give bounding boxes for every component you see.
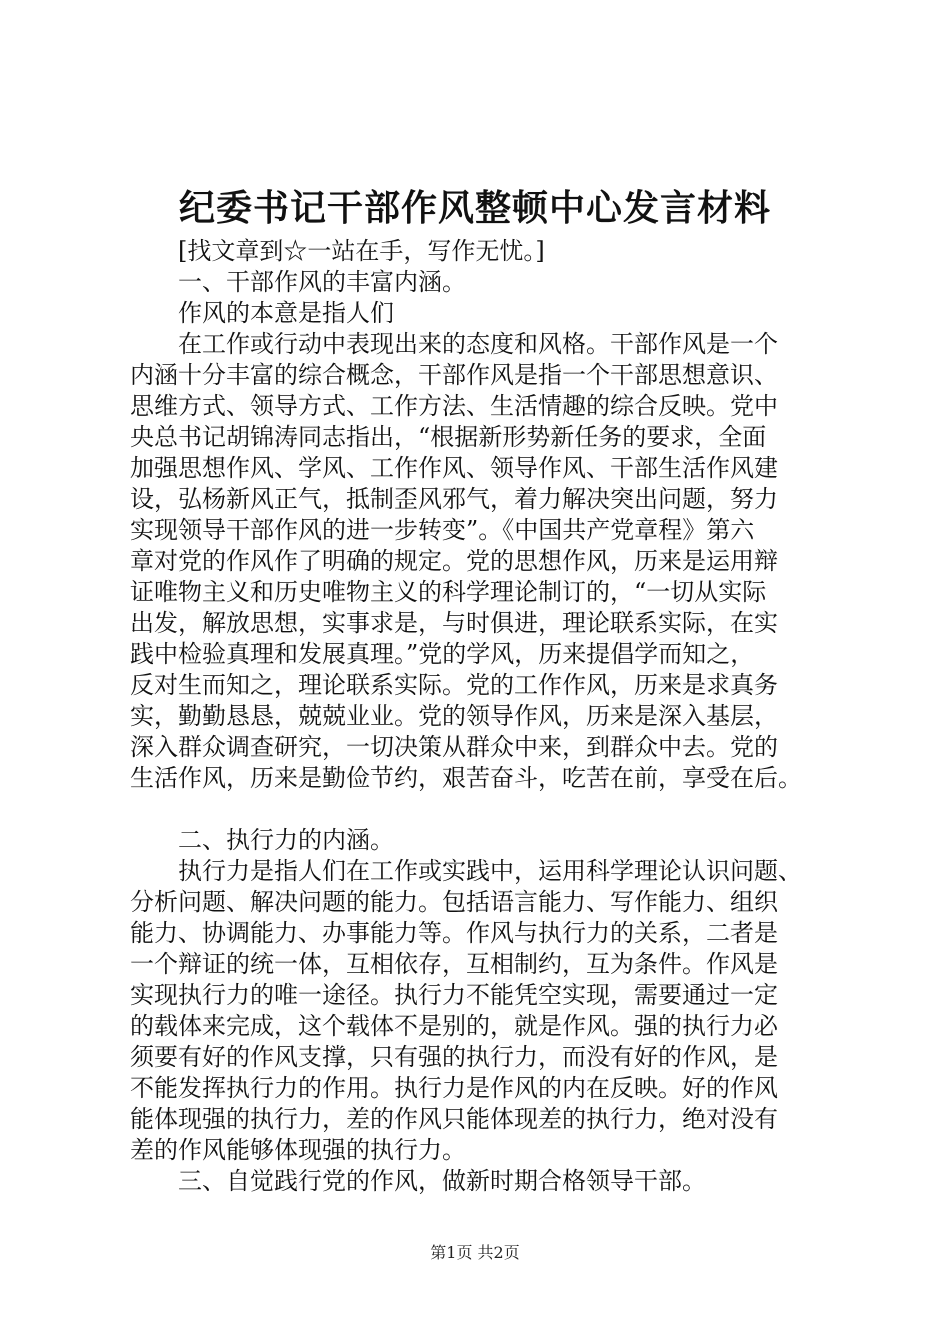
body-line: 加强思想作风、学风、工作作风、领导作风、干部生活作风建 xyxy=(130,454,778,482)
body-line: 央总书记胡锦涛同志指出，“根据新形势新任务的要求，全面 xyxy=(130,423,767,451)
section-heading-2: 二、执行力的内涵。 xyxy=(178,826,394,854)
body-line: 一个辩证的统一体，互相依存，互相制约，互为条件。作风是 xyxy=(130,950,778,978)
source-note-line: [找文章到☆一站在手，写作无忧。] xyxy=(178,237,545,265)
body-line: 分析问题、解决问题的能力。包括语言能力、写作能力、组织 xyxy=(130,888,778,916)
body-line: 践中检验真理和发展真理。”党的学风，历来提倡学而知之， xyxy=(130,640,755,668)
body-line: 差的作风能够体现强的执行力。 xyxy=(130,1136,466,1164)
section-heading-1: 一、干部作风的丰富内涵。 xyxy=(178,268,466,296)
body-line: 章对党的作风作了明确的规定。党的思想作风，历来是运用辩 xyxy=(130,547,778,575)
body-line: 的载体来完成，这个载体不是别的，就是作风。强的执行力必 xyxy=(130,1012,778,1040)
body-line: 不能发挥执行力的作用。执行力是作风的内在反映。好的作风 xyxy=(130,1074,778,1102)
body-line: 能力、协调能力、办事能力等。作风与执行力的关系，二者是 xyxy=(130,919,778,947)
body-line: 内涵十分丰富的综合概念，干部作风是指一个干部思想意识、 xyxy=(130,361,778,389)
body-line: 反对生而知之，理论联系实际。党的工作作风，历来是求真务 xyxy=(130,671,778,699)
body-line: 思维方式、领导方式、工作方法、生活情趣的综合反映。党中 xyxy=(130,392,778,420)
body-line: 深入群众调查研究，一切决策从群众中来，到群众中去。党的 xyxy=(130,733,778,761)
body-line: 生活作风，历来是勤俭节约，艰苦奋斗，吃苦在前，享受在后。 xyxy=(130,764,802,792)
body-line: 在工作或行动中表现出来的态度和风格。干部作风是一个 xyxy=(178,330,778,358)
body-line: 证唯物主义和历史唯物主义的科学理论制订的，“一切从实际 xyxy=(130,578,767,606)
section-heading-3: 三、自觉践行党的作风，做新时期合格领导干部。 xyxy=(178,1167,706,1195)
document-title: 纪委书记干部作风整顿中心发言材料 xyxy=(178,187,771,229)
page-indicator: 第1页 共2页 xyxy=(430,1243,520,1262)
body-line: 能体现强的执行力，差的作风只能体现差的执行力，绝对没有 xyxy=(130,1105,778,1133)
body-line: 实现领导干部作风的进一步转变”。《中国共产党章程》第六 xyxy=(130,516,755,544)
paragraph-gap xyxy=(130,794,850,825)
body-line: 设，弘杨新风正气，抵制歪风邪气，着力解决突出问题，努力 xyxy=(130,485,778,513)
body-line: 执行力是指人们在工作或实践中，运用科学理论认识问题、 xyxy=(178,857,802,885)
body-line: 实，勤勤恳恳，兢兢业业。党的领导作风，历来是深入基层， xyxy=(130,702,778,730)
body-line: 作风的本意是指人们 xyxy=(178,299,394,327)
document-body xyxy=(130,236,850,1197)
body-line: 出发，解放思想，实事求是，与时俱进，理论联系实际，在实 xyxy=(130,609,778,637)
body-line: 实现执行力的唯一途径。执行力不能凭空实现，需要通过一定 xyxy=(130,981,778,1009)
body-line: 须要有好的作风支撑，只有强的执行力，而没有好的作风，是 xyxy=(130,1043,778,1071)
